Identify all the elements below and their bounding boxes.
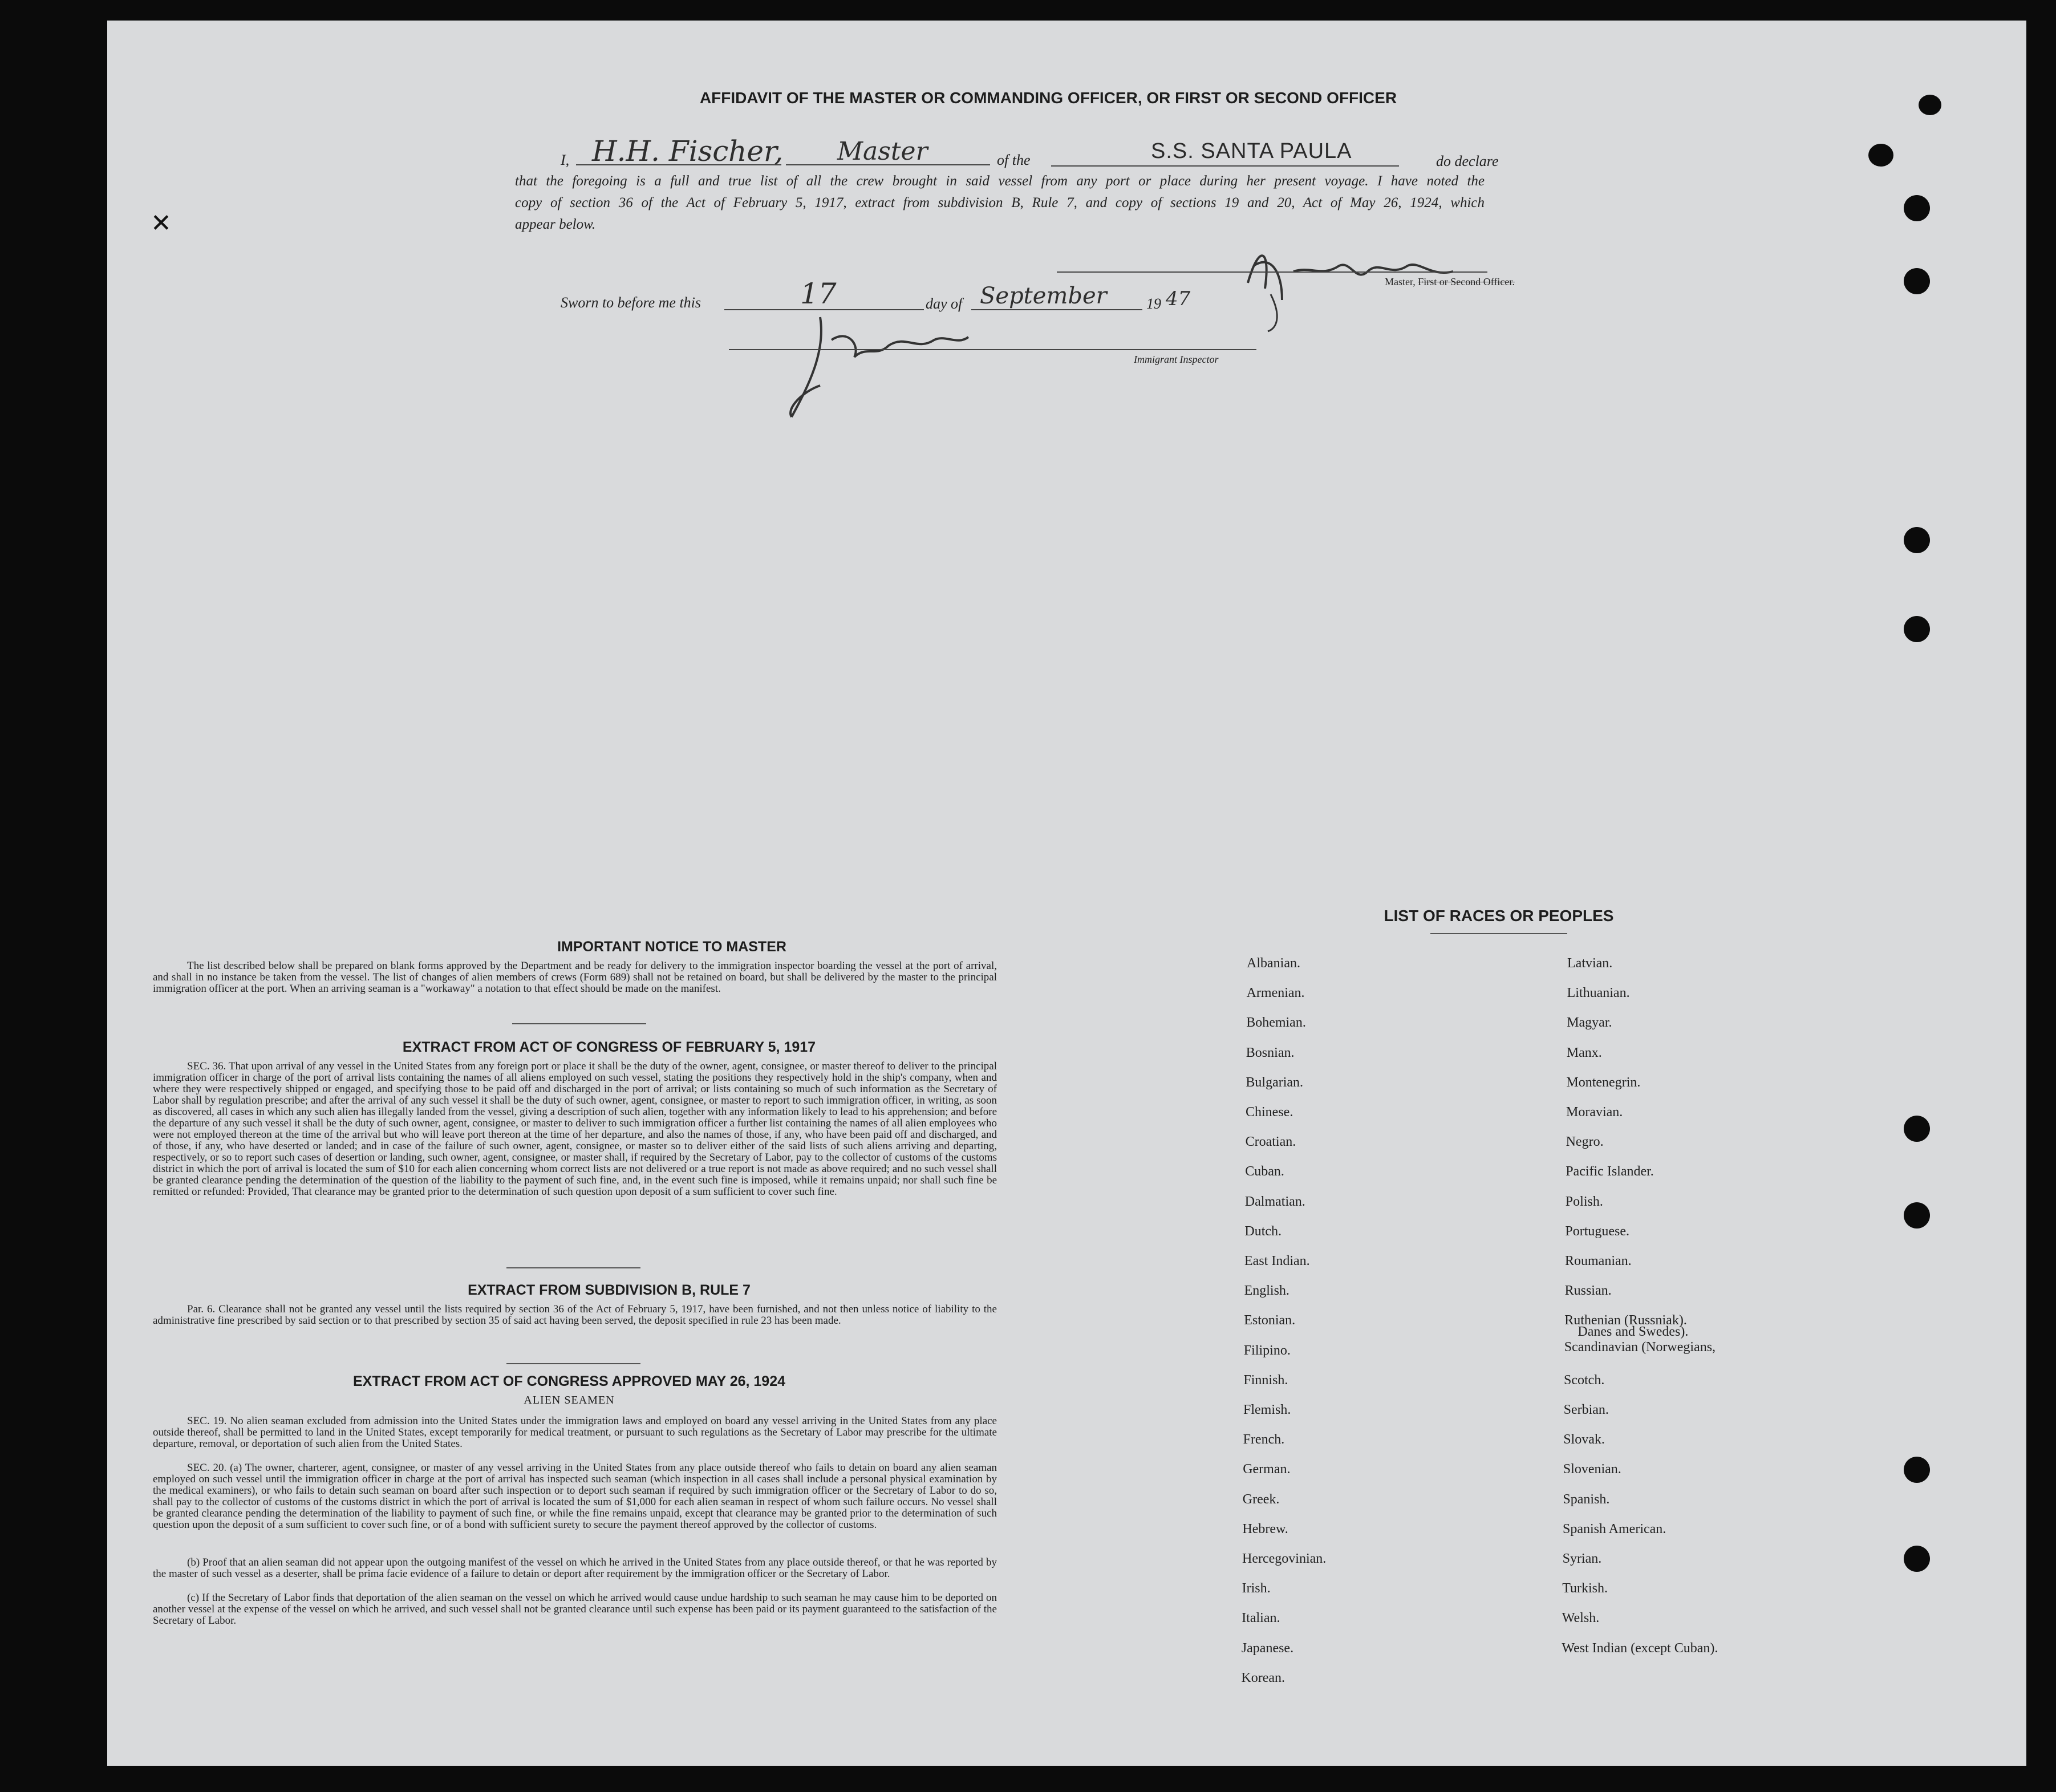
race-item: Filipino.	[1243, 1343, 1291, 1358]
race-item: Dalmatian.	[1244, 1194, 1305, 1209]
officer-caption-master: Master,	[1385, 276, 1416, 287]
officer-caption	[1385, 276, 1515, 288]
race-item: Welsh.	[1562, 1611, 1600, 1626]
race-item: Hercegovinian.	[1242, 1551, 1327, 1566]
race-item: Manx.	[1566, 1045, 1602, 1060]
race-item: East Indian.	[1244, 1254, 1310, 1268]
race-item: English.	[1244, 1283, 1289, 1299]
extract-1917-text: SEC. 36. That upon arrival of any vessel in the United States from any foreign port or place it shall be the duty of the owner, agent, consignee, or master thereof to deliver to the principal immigration officer in charge of the port of arrival lists containing the names of all aliens employed on such vessel, stating the positions they respectively hold in the ship's company, when and where they were respectively shipped or engaged, and specifying those to be paid off and discharged in the port of arrival; or lists containing so much of such information as the Secretary of Labor shall by regulation prescribe; and after the arrival of any such vessel it shall be the duty of such owner, agent, consignee, or master to report to such immigration officer, in writing, as soon as discovered, all cases in which any such alien has illegally landed from the vessel, giving a description of such alien, together with any information likely to lead to his apprehension; and before the departure of any such vessel it shall be the duty of such owner, agent, consignee, or master to deliver to such immigration officer a further list containing the names of all alien employees who were not employed thereon at the time of the arrival but who will leave port thereon at the time of her departure, and also the names of those, if any, who have been paid off and discharged, and of those, if any, who have deserted or landed; and in case of the failure of such owner, agent, consignee, or master so to deliver either of the said lists of such aliens arriving and departing, respectively, or so to report such cases of desertion or landing, such owner, agent, consignee, or master shall, if required by the Secretary of Labor, pay to the collector of customs of the customs district in which the port of arrival is located the sum of $10 for each alien concerning whom correct lists are not delivered or a true report is not made as above required; and no such vessel shall be granted clearance pending the determination of the question of the liability to the payment of such fine, and, in the event such fine is imposed, while it remains unpaid; nor shall such fine be remitted or refunded: Provided, That clearance may be granted prior to the determination of such question upon deposit of a sum sufficient to cover such fine.	[153, 1060, 997, 1198]
notice-title: IMPORTANT NOTICE TO MASTER	[557, 939, 786, 955]
rank: Master	[837, 137, 928, 166]
master-name: H.H. Fischer,	[592, 135, 784, 168]
race-item: Pacific Islander.	[1566, 1164, 1654, 1179]
race-item: Turkish.	[1562, 1581, 1608, 1596]
race-item: Bohemian.	[1246, 1015, 1306, 1031]
race-item: Albanian.	[1247, 956, 1300, 971]
race-item: Scotch.	[1564, 1372, 1605, 1388]
race-item: Roumanian.	[1565, 1254, 1632, 1268]
declaration-line-2: that the foregoing is a full and true list of all the crew brought in said vessel from any port or place during her present voyage. I have noted the	[515, 173, 1485, 189]
race-item: Latvian.	[1567, 956, 1613, 971]
extract-1924-sec20c: (c) If the Secretary of Labor finds that deportation of the alien seaman on the vessel on which he arrived would cause undue hardship to such seaman he may cause him to be deported on another vessel at the expense of the vessel on which he arrived, and such vessel shall not be granted clearance until such expense has been paid or its payment guaranteed to the satisfaction of the Secretary of Labor.	[153, 1592, 997, 1627]
day-of-label: day of	[926, 295, 963, 312]
ink-blot	[1868, 144, 1893, 167]
race-item: Irish.	[1242, 1581, 1271, 1596]
race-item: Slovak.	[1563, 1432, 1605, 1448]
race-item: Italian.	[1242, 1611, 1280, 1626]
race-item: Portuguese.	[1565, 1223, 1630, 1239]
race-item: Montenegrin.	[1566, 1075, 1641, 1090]
race-item: Moravian.	[1566, 1105, 1623, 1120]
ink-mark: ✕	[151, 209, 172, 237]
binder-hole	[1904, 1457, 1930, 1483]
sworn-label: Sworn to before me this	[561, 294, 701, 311]
inspector-caption: Immigrant Inspector	[1134, 354, 1219, 365]
race-item: Scandinavian (Norwegians,	[1564, 1339, 1716, 1355]
race-item: Hebrew.	[1242, 1521, 1288, 1536]
race-item: Armenian.	[1246, 986, 1305, 1001]
declaration-line-4: appear below.	[515, 217, 596, 232]
separator	[512, 1023, 646, 1024]
race-item: Magyar.	[1567, 1015, 1612, 1031]
binder-hole	[1904, 616, 1930, 642]
binder-hole	[1904, 195, 1930, 221]
extract-1924-sec19: SEC. 19. No alien seaman excluded from admission into the United States under the immigration laws and employed on board any vessel arriving in the United States from any place outside thereof, shall be permitted to land in the United States, except temporarily for medical treatment, or pursuant to such regulations as the Secretary of Labor may prescribe for the ultimate departure, removal, or deportation of such alien from the United States.	[153, 1415, 997, 1450]
race-item: Bosnian.	[1246, 1045, 1295, 1060]
extract-rule7-title: EXTRACT FROM SUBDIVISION B, RULE 7	[468, 1282, 751, 1298]
binder-hole	[1904, 1116, 1930, 1142]
race-item: Estonian.	[1244, 1313, 1296, 1328]
binder-hole	[1904, 1546, 1930, 1572]
inspector-signature	[769, 306, 1008, 425]
vessel-name: S.S. SANTA PAULA	[1151, 139, 1352, 163]
officer-signature-line	[1057, 271, 1487, 273]
binder-hole	[1904, 527, 1930, 553]
race-item: German.	[1243, 1462, 1291, 1477]
document-page	[107, 21, 2026, 1766]
extract-1924-title: EXTRACT FROM ACT OF CONGRESS APPROVED MAY 26, 1924	[352, 1373, 786, 1389]
inspector-signature-line	[729, 349, 1256, 350]
i-label: I,	[561, 152, 570, 168]
ink-blot	[1919, 95, 1941, 115]
race-item: Slovenian.	[1563, 1462, 1621, 1477]
race-item: French.	[1243, 1432, 1285, 1448]
race-item: West Indian (except Cuban).	[1562, 1640, 1718, 1656]
extract-1917-title: EXTRACT FROM ACT OF CONGRESS OF FEBRUARY 5, 1917	[402, 1039, 816, 1055]
binder-hole	[1904, 1202, 1930, 1229]
year-suffix: 47	[1166, 287, 1191, 310]
race-item: Japanese.	[1241, 1640, 1294, 1656]
race-item: Polish.	[1565, 1194, 1603, 1209]
race-item: Cuban.	[1245, 1164, 1284, 1179]
declaration-line-3: copy of section 36 of the Act of February 5, 1917, extract from subdivision B, Rule 7, and copy of sections 19 and 20, Act of May 26, 1924, which	[515, 195, 1485, 210]
race-item: Flemish.	[1243, 1402, 1291, 1417]
extract-1924-subtitle: ALIEN SEAMEN	[524, 1394, 615, 1406]
binder-hole	[1904, 268, 1930, 294]
race-item: Finnish.	[1243, 1372, 1288, 1388]
sworn-month: September	[980, 283, 1107, 309]
race-item: Syrian.	[1562, 1551, 1602, 1566]
separator	[1430, 933, 1567, 934]
race-item: Spanish American.	[1563, 1521, 1666, 1536]
separator	[506, 1363, 640, 1364]
of-the-label: of the	[997, 152, 1031, 168]
race-item: Danes and Swedes).	[1578, 1324, 1689, 1340]
race-item: Bulgarian.	[1246, 1075, 1304, 1090]
race-item: Ruthenian (Russniak).	[1564, 1313, 1687, 1328]
vessel-underline	[1051, 165, 1399, 167]
extract-rule7-text: Par. 6. Clearance shall not be granted any vessel until the lists required by section 36 of the Act of February 5, 1917, have been furnished, and not then unless notice of liability to the administrative fine prescribed by said section or to that prescribed by section 35 of said act having been served, the deposit specified in rule 23 has been made.	[153, 1303, 997, 1327]
race-item: Greek.	[1242, 1491, 1280, 1507]
affidavit-title: AFFIDAVIT OF THE MASTER OR COMMANDING OFFICER, OR FIRST OR SECOND OFFICER	[699, 89, 1397, 107]
year-prefix: 19	[1146, 295, 1161, 312]
extract-1924-sec20a: SEC. 20. (a) The owner, charterer, agent, consignee, or master of any vessel arriving in the United States from any place outside thereof who fails to detain on board any alien seaman employed on such vessel until the immigration officer in charge at the port of arrival has inspected such seaman (which inspection in all cases shall include a personal physical examination by the medical examiners), or who fails to detain such seaman on board after such inspection or to deport such seaman if required by such immigration officer or the Secretary of Labor to do so, shall pay to the collector of customs of the customs district in which the port of arrival is located the sum of $1,000 for each alien seaman in respect of whom such failure occurs. No vessel shall be granted clearance pending the determination of the liability to payment of such fine, or while the fine remains unpaid, except that clearance may be granted prior to the determination of such question upon the deposit of a sum sufficient to cover such fine, or of a bond with sufficient surety to secure the payment thereof approved by the collector of customs.	[153, 1462, 997, 1531]
race-item: Dutch.	[1244, 1223, 1282, 1239]
race-item: Chinese.	[1246, 1105, 1293, 1120]
officer-caption-struck: First or Second Officer.	[1418, 276, 1515, 287]
do-declare-label: do declare	[1436, 153, 1499, 169]
notice-text: The list described below shall be prepared on blank forms approved by the Department and be ready for delivery to the immigration inspector boarding the vessel at the port of arrival, and shall in no instance be taken from the vessel. The list of changes of alien members of crews (Form 689) shall not be retained on board, but shall be delivered by the master to the principal immigration officer at the port. When an arriving seaman is a "workaway" a notation to that effect should be made on the manifest.	[153, 960, 997, 995]
races-title: LIST OF RACES OR PEOPLES	[1384, 907, 1614, 925]
race-item: Negro.	[1566, 1134, 1604, 1150]
race-item: Russian.	[1564, 1283, 1612, 1299]
race-item: Lithuanian.	[1567, 986, 1630, 1001]
race-item: Croatian.	[1245, 1134, 1296, 1150]
race-item: Korean.	[1241, 1670, 1285, 1685]
race-item: Serbian.	[1563, 1402, 1609, 1417]
race-item: Spanish.	[1563, 1491, 1610, 1507]
separator	[506, 1267, 640, 1268]
sworn-day: 17	[800, 277, 837, 310]
extract-1924-sec20b: (b) Proof that an alien seaman did not appear upon the outgoing manifest of the vessel on which he arrived in the United States from any place outside thereof, or that he was reported by the master of such vessel as a deserter, shall be prima facie evidence of a failure to detain or deport after requirement by the immigration officer or the Secretary of Labor.	[153, 1556, 997, 1580]
